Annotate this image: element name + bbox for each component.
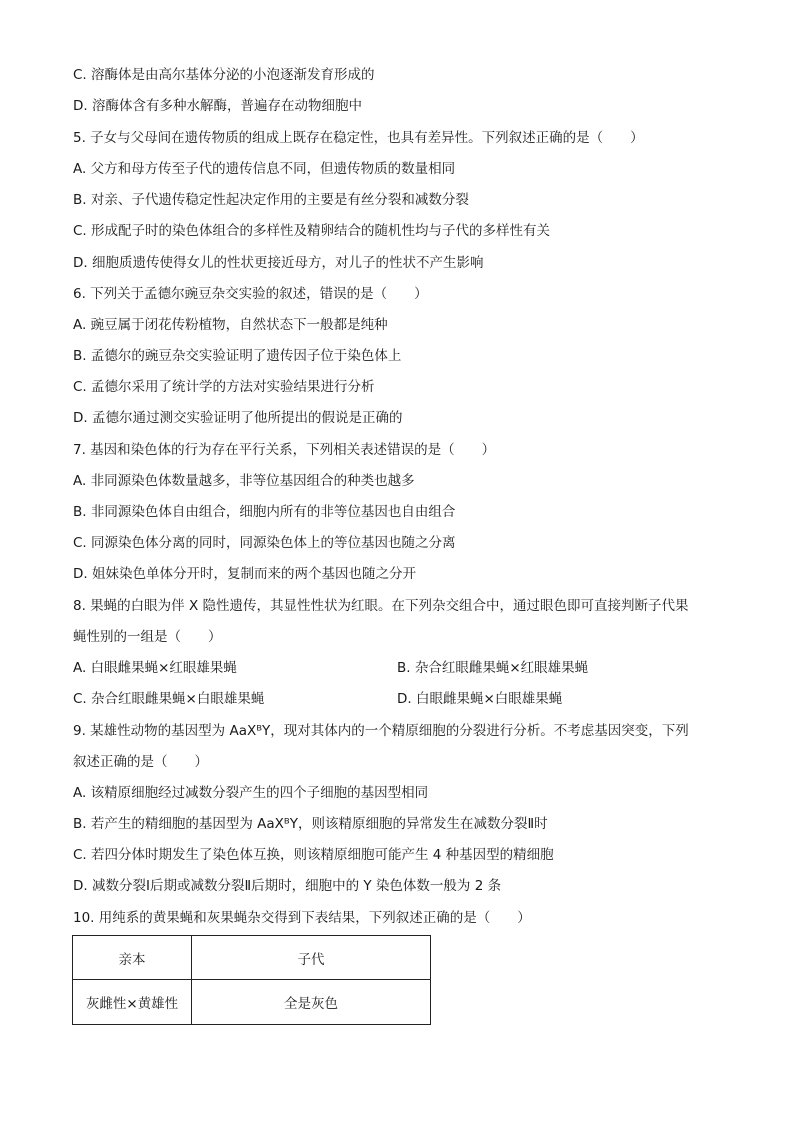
option-9c: C. 若四分体时期发生了染色体互换，则该精原细胞可能产生 4 种基因型的精细胞 [73, 847, 554, 863]
option-7d: D. 姐妹染色单体分开时，复制而来的两个基因也随之分开 [73, 566, 416, 582]
option-6a: A. 豌豆属于闭花传粉植物，自然状态下一般都是纯种 [73, 317, 388, 333]
question-5: 5. 子女与父母间在遗传物质的组成上既存在稳定性，也具有差异性。下列叙述正确的是（ ） [73, 130, 644, 146]
option-5d: D. 细胞质遗传使得女儿的性状更接近母方，对儿子的性状不产生影响 [73, 255, 484, 271]
option-8d: D. 白眼雌果蝇×白眼雄果蝇 [397, 691, 563, 707]
option-6c: C. 孟德尔采用了统计学的方法对实验结果进行分析 [73, 379, 375, 395]
option-4d: D. 溶酶体含有多种水解酶，普遍存在动物细胞中 [73, 98, 362, 114]
option-6b: B. 孟德尔的豌豆杂交实验证明了遗传因子位于染色体上 [73, 348, 402, 364]
option-9a: A. 该精原细胞经过减数分裂产生的四个子细胞的基因型相同 [73, 785, 429, 801]
option-7a: A. 非同源染色体数量越多，非等位基因组合的种类也越多 [73, 473, 415, 489]
option-8a: A. 白眼雌果蝇×红眼雄果蝇 [73, 660, 237, 676]
option-7b: B. 非同源染色体自由组合，细胞内所有的非等位基因也自由组合 [73, 504, 456, 520]
table-cell-offspring: 全是灰色 [192, 980, 431, 1025]
question-7: 7. 基因和染色体的行为存在平行关系，下列相关表述错误的是（ ） [73, 442, 496, 458]
cross-result-table [72, 935, 431, 1025]
question-9-line1: 9. 某雄性动物的基因型为 AaXᴮY，现对其体内的一个精原细胞的分裂进行分析。不考虑基因突变，下列 [73, 723, 689, 739]
table-header-offspring: 子代 [192, 936, 431, 980]
option-5a: A. 父方和母方传至子代的遗传信息不同，但遗传物质的数量相同 [73, 161, 456, 177]
table-header-parent: 亲本 [73, 936, 192, 980]
question-9-line2: 叙述正确的是（ ） [73, 754, 208, 770]
table-header-row [73, 936, 431, 980]
option-8b: B. 杂合红眼雌果蝇×红眼雄果蝇 [397, 660, 589, 676]
option-5b: B. 对亲、子代遗传稳定性起决定作用的主要是有丝分裂和减数分裂 [73, 192, 469, 208]
question-8-line2: 蝇性别的一组是（ ） [73, 629, 222, 645]
option-7c: C. 同源染色体分离的同时，同源染色体上的等位基因也随之分离 [73, 535, 456, 551]
table-cell-parent: 灰雌性×黄雄性 [73, 980, 192, 1025]
options-8-row1 [73, 658, 723, 678]
option-4c: C. 溶酶体是由高尔基体分泌的小泡逐渐发育形成的 [73, 67, 375, 83]
option-6d: D. 孟德尔通过测交实验证明了他所提出的假说是正确的 [73, 410, 403, 426]
option-8c: C. 杂合红眼雌果蝇×白眼雄果蝇 [73, 691, 265, 707]
options-8-row2 [73, 689, 723, 709]
question-6: 6. 下列关于孟德尔豌豆杂交实验的叙述，错误的是（ ） [73, 286, 428, 302]
option-9b: B. 若产生的精细胞的基因型为 AaXᴮY，则该精原细胞的异常发生在减数分裂Ⅱ时 [73, 816, 548, 832]
option-9d: D. 减数分裂Ⅰ后期或减数分裂Ⅱ后期时，细胞中的 Y 染色体数一般为 2 条 [73, 878, 502, 894]
question-8-line1: 8. 果蝇的白眼为伴 X 隐性遗传，其显性性状为红眼。在下列杂交组合中，通过眼色即可直接判断子代果 [73, 598, 689, 614]
table-row [73, 980, 431, 1025]
question-10: 10. 用纯系的黄果蝇和灰果蝇杂交得到下表结果，下列叙述正确的是（ ） [73, 910, 531, 926]
option-5c: C. 形成配子时的染色体组合的多样性及精卵结合的随机性均与子代的多样性有关 [73, 223, 551, 239]
